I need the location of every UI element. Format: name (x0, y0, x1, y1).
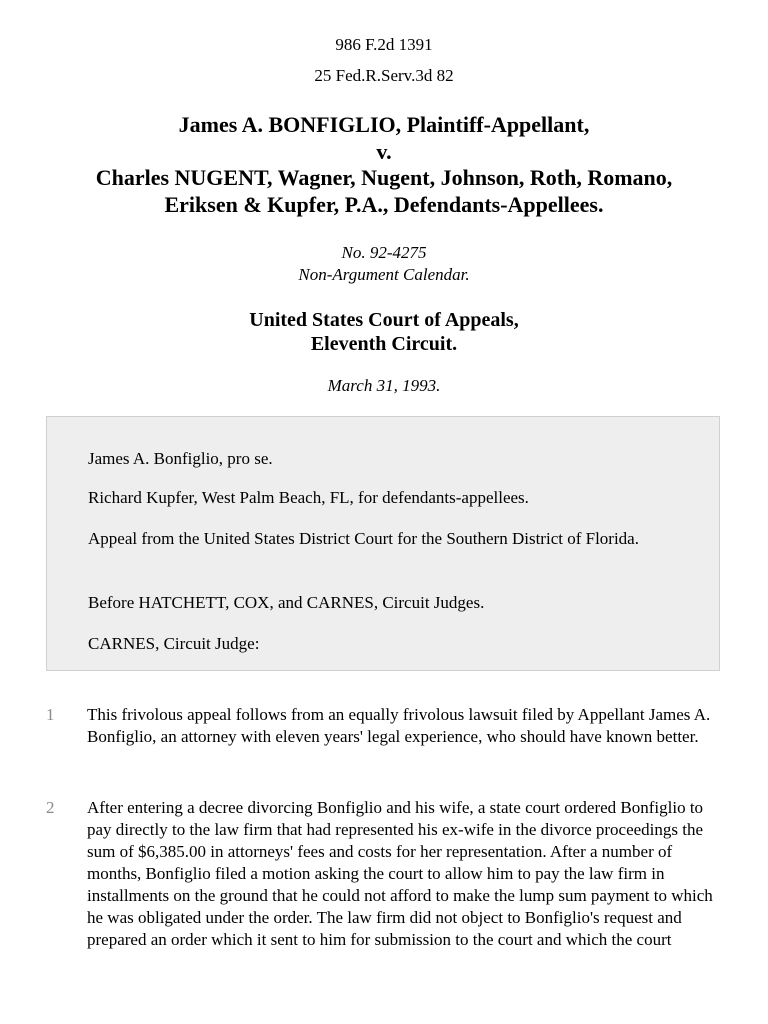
appeal-from: Appeal from the United States District Court for the Southern District of Florida. (88, 529, 639, 548)
case-caption (0, 112, 768, 218)
reporter-citation: 986 F.2d 1391 (335, 35, 433, 54)
counsel-appellant: James A. Bonfiglio, pro se. (88, 449, 273, 468)
court-line-1: United States Court of Appeals, (249, 309, 519, 331)
parallel-citation: 25 Fed.R.Serv.3d 82 (314, 66, 454, 85)
plaintiff-line: James A. BONFIGLIO, Plaintiff-Appellant, (178, 112, 590, 137)
defendants-line-1: Charles NUGENT, Wagner, Nugent, Johnson, Roth, Romano, (95, 165, 673, 190)
opinion-author: CARNES, Circuit Judge: (88, 634, 260, 653)
paragraph-text: This frivolous appeal follows from an equally frivolous lawsuit filed by Appellant James A. Bonfiglio, an attorney with eleven years' legal experience, who should have known better. (87, 705, 711, 746)
court-name (0, 308, 768, 356)
versus-line: v. (376, 138, 392, 164)
court-line-2: Eleventh Circuit. (310, 333, 458, 355)
paragraph-number: 1 (46, 705, 55, 724)
calendar-type: Non-Argument Calendar. (298, 265, 470, 284)
paragraph-number: 2 (46, 798, 55, 817)
docket-info (0, 242, 768, 286)
panel-judges: Before HATCHETT, COX, and CARNES, Circuit Judges. (88, 593, 485, 612)
counsel-appellees: Richard Kupfer, West Palm Beach, FL, for defendants-appellees. (88, 488, 529, 507)
counsel-header-box (46, 416, 720, 671)
defendants-line-2: Eriksen & Kupfer, P.A., Defendants-Appellees. (164, 191, 604, 217)
decision-date: March 31, 1993. (327, 376, 441, 395)
docket-number: No. 92-4275 (341, 243, 427, 262)
paragraph-text: After entering a decree divorcing Bonfiglio and his wife, a state court ordered Bonfiglio to pay directly to the law firm that had represented his ex-wife in the divorce proceedings the sum of $6,385.00 in attorneys' fees and costs for her representation. After a number of months, Bonfiglio filed a motion asking the court to allow him to pay the law firm in installments on the ground that he could not afford to make the lump sum payment to which he was obligated under the order. The law firm did not object to Bonfiglio's request and prepared an order which it sent to him for submission to the court and which the court (87, 798, 713, 949)
